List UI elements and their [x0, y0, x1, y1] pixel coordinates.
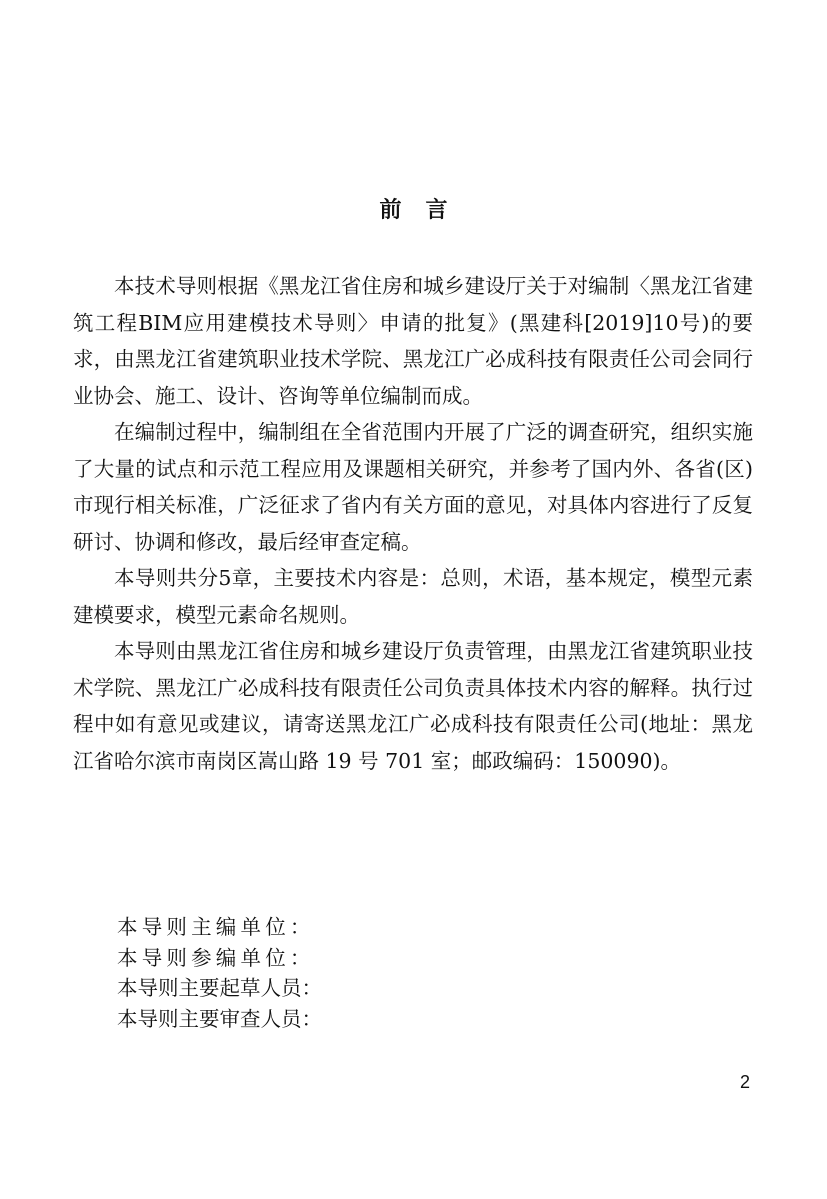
- document-body: [73, 268, 753, 779]
- page-number: 2: [740, 1072, 751, 1092]
- paragraph-management: 本导则由黑龙江省住房和城乡建设厅负责管理，由黑龙江省建筑职业技术学院、黑龙江广必成科技有限责任公司负责具体技术内容的解释。执行过程中如有意见或建议，请寄送黑龙江广必成科技有限责任公司(地址：黑龙江省哈尔滨市南岗区嵩山路 19 号 701 室；邮政编码：150090)。: [73, 639, 753, 773]
- main-drafters-label: 本导则主要起草人员：: [117, 976, 322, 1000]
- paragraph-contents: 本导则共分5章，主要技术内容是：总则，术语，基本规定，模型元素建模要求，模型元素命名规则。: [73, 566, 753, 627]
- paragraph-process: 在编制过程中，编制组在全省范围内开展了广泛的调查研究，组织实施了大量的试点和示范工程应用及课题相关研究，并参考了国内外、各省(区)市现行相关标准，广泛征求了省内有关方面的意见，对具体内容进行了反复研讨、协调和修改，最后经审查定稿。: [73, 420, 753, 554]
- paragraph-basis: 本技术导则根据《黑龙江省住房和城乡建设厅关于对编制〈黑龙江省建筑工程BIM应用建模技术导则〉申请的批复》(黑建科[2019]10号)的要求，由黑龙江省建筑职业技术学院、黑龙江广必成科技有限责任公司会同行业协会、施工、设计、咨询等单位编制而成。: [73, 274, 753, 408]
- page-title: 前言: [379, 198, 472, 223]
- chief-editor-unit-label: 本导则主编单位：: [117, 915, 315, 939]
- main-reviewers-label: 本导则主要审查人员：: [117, 1006, 322, 1031]
- participating-unit-label: 本导则参编单位：: [117, 945, 315, 970]
- sign-field-list: [117, 912, 322, 1034]
